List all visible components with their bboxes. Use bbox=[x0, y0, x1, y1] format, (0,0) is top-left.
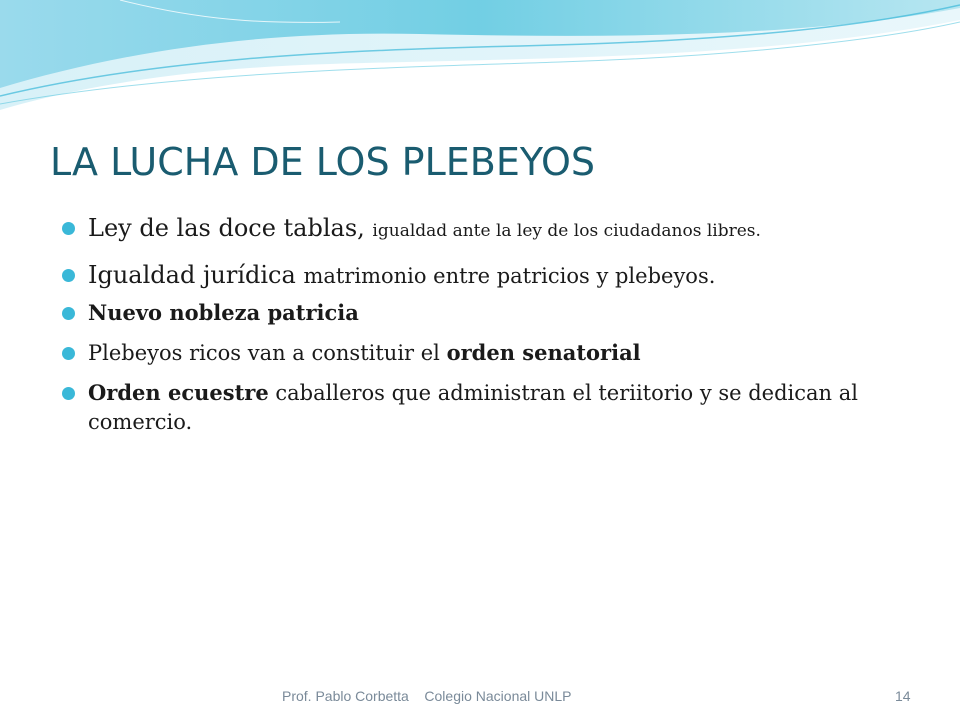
bullet-text: caballeros que administran el teriitorio y se dedican al comercio. bbox=[88, 381, 858, 434]
bullet-lead: Igualdad jurídica bbox=[88, 261, 296, 289]
bullet-list bbox=[60, 212, 900, 447]
bullet-text: igualdad ante la ley de los ciudadanos libres. bbox=[372, 221, 761, 241]
bullet-bold-text: Nuevo nobleza patricia bbox=[88, 300, 359, 325]
header-wave-decoration bbox=[0, 0, 960, 130]
bullet-icon bbox=[62, 387, 75, 400]
bullet-lead: Ley de las doce tablas bbox=[88, 214, 358, 242]
footer-text: Prof. Pablo Corbetta Colegio Nacional UNLP bbox=[282, 688, 572, 704]
slide-title: LA LUCHA DE LOS PLEBEYOS bbox=[50, 140, 596, 184]
bullet-icon bbox=[62, 347, 75, 360]
bullet-icon bbox=[62, 269, 75, 282]
bullet-icon bbox=[62, 222, 75, 235]
bullet-icon bbox=[62, 307, 75, 320]
bullet-separator: , bbox=[357, 214, 373, 242]
bullet-text: Plebeyos ricos van a constituir el bbox=[88, 341, 447, 365]
bullet-bold-text: Orden ecuestre bbox=[88, 380, 269, 405]
bullet-bold-text: orden senatorial bbox=[446, 340, 641, 365]
page-number: 14 bbox=[895, 688, 911, 704]
bullet-text: matrimonio entre patricios y plebeyos. bbox=[303, 264, 716, 288]
bullet-item bbox=[60, 259, 900, 292]
bullet-item bbox=[60, 212, 900, 247]
bullet-item bbox=[60, 378, 900, 437]
bullet-item bbox=[60, 338, 900, 368]
bullet-item bbox=[60, 298, 900, 328]
